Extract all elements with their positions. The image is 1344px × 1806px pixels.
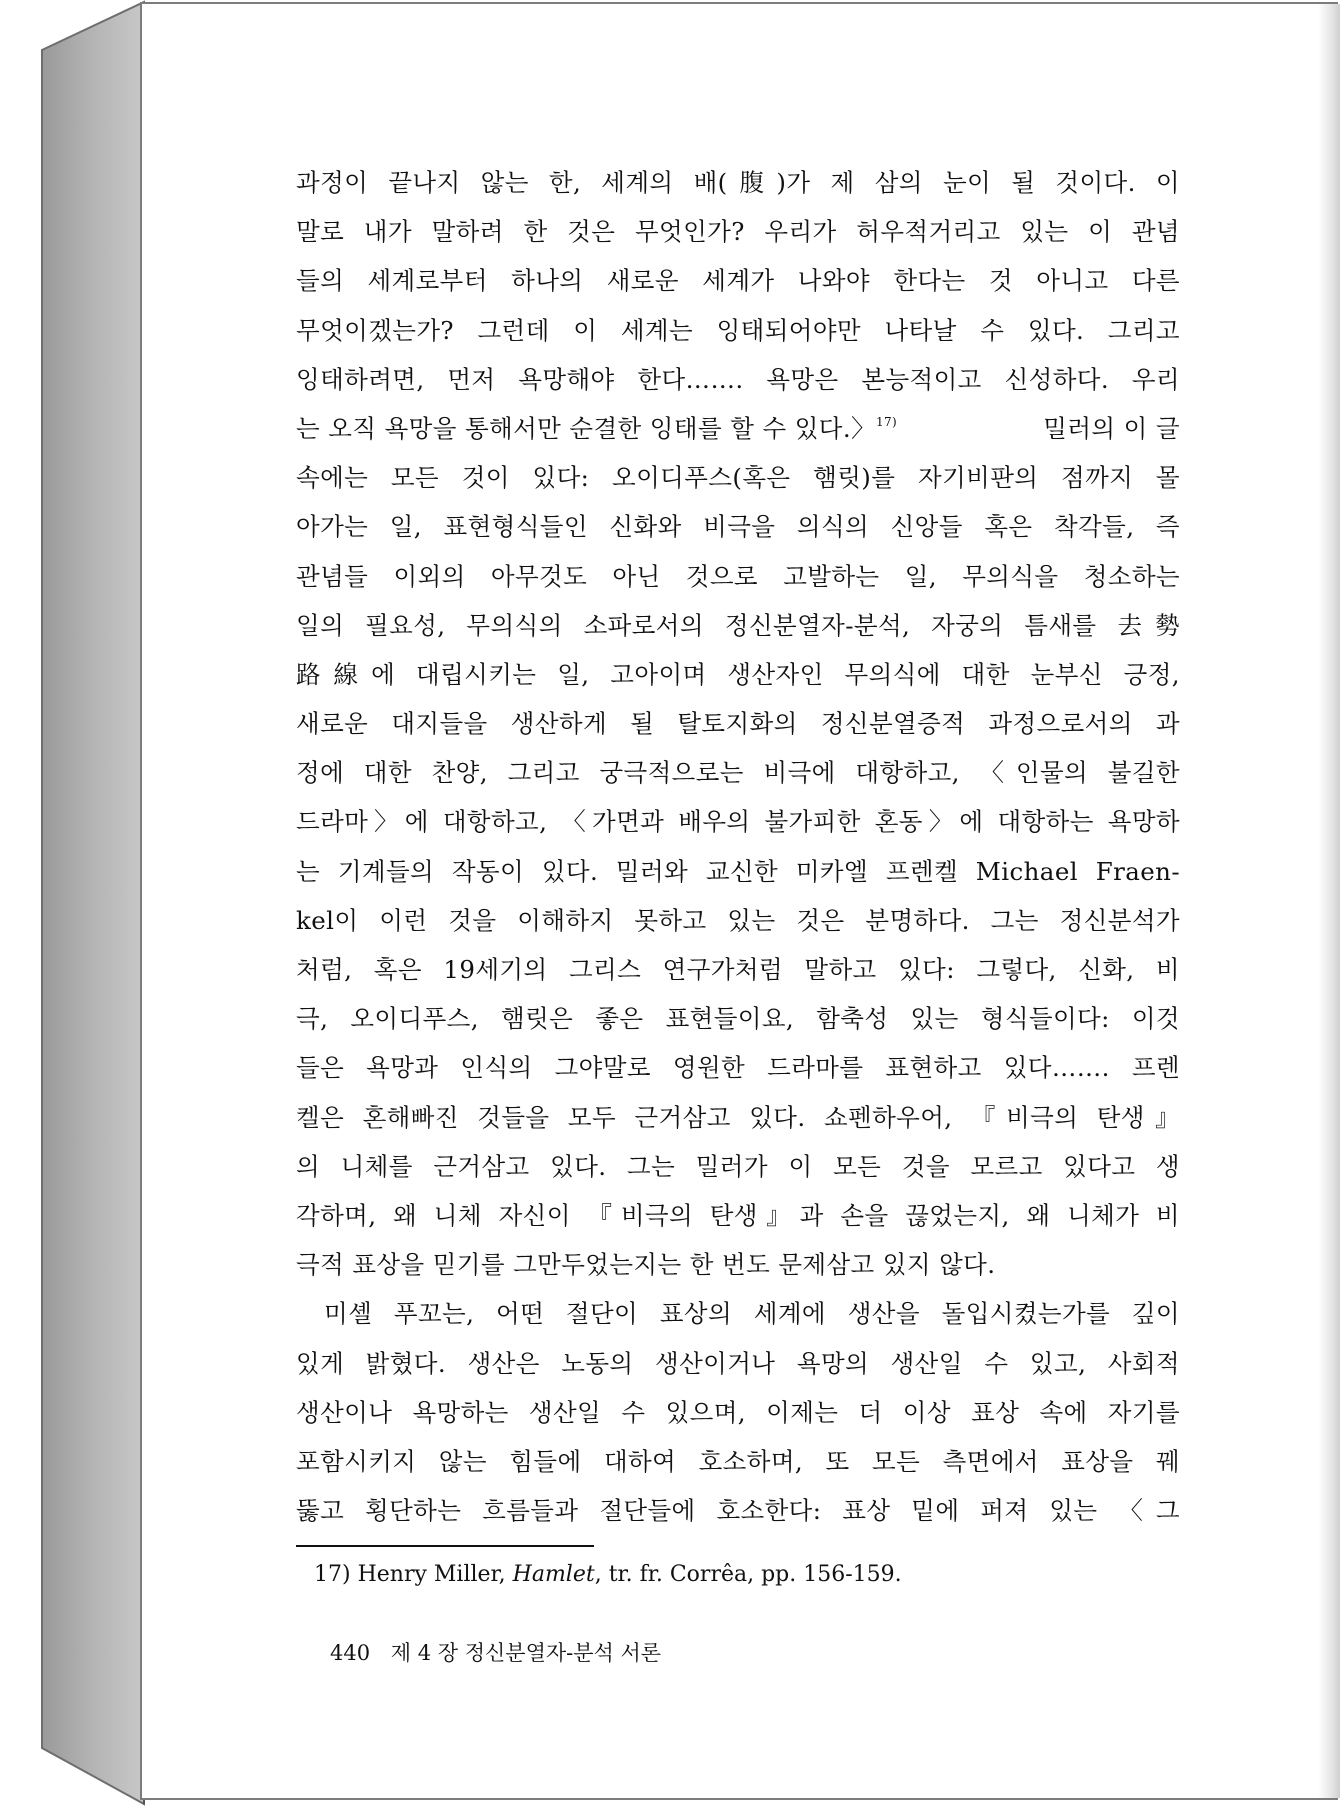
text-line: 路線에 대립시키는 일, 고아이며 생산자인 무의식에 대한 눈부신 긍정,	[296, 659, 1180, 689]
text-line: 포함시키지 않는 힘들에 대하여 호소하며, 또 모든 측면에서 표상을 꿰	[296, 1446, 1180, 1476]
chapter-title: 제 4 장 정신분열자-분석 서론	[390, 1641, 662, 1665]
text-line-tail: 밀러의 이 글	[1043, 413, 1180, 443]
text-line: kel이 이런 것을 이해하지 못하고 있는 것은 분명하다. 그는 정신분석가	[296, 905, 1180, 935]
footnote	[314, 1560, 902, 1590]
text-line: 는 기계들의 작동이 있다. 밀러와 교신한 미카엘 프렌켈 Michael Fraen-	[296, 856, 1180, 886]
text-line: 관념들 이외의 아무것도 아닌 것으로 고발하는 일, 무의식을 청소하는	[296, 561, 1180, 591]
footnote-work-title: Hamlet	[512, 1562, 595, 1587]
page-number: 440	[330, 1641, 371, 1665]
footnote-author: Henry Miller,	[357, 1562, 506, 1587]
book-spine-illustration	[0, 0, 146, 1806]
text-line: 아가는 일, 표현형식들인 신화와 비극을 의식의 신앙들 혹은 착각들, 즉	[296, 512, 1180, 542]
text-line: 새로운 대지들을 생산하게 될 탈토지화의 정신분열증적 과정으로서의 과	[296, 709, 1180, 739]
text-line: 각하며, 왜 니체 자신이 『비극의 탄생』과 손을 끊었는지, 왜 니체가 비	[296, 1200, 1180, 1230]
text-line: 들은 욕망과 인식의 그야말로 영원한 드라마를 표현하고 있다……. 프렌	[296, 1053, 1180, 1083]
text-line: 뚫고 횡단하는 흐름들과 절단들에 호소한다: 표상 밑에 퍼져 있는 〈그	[296, 1496, 1180, 1526]
text-line: 켈은 혼해빠진 것들을 모두 근거삼고 있다. 쇼펜하우어, 『비극의 탄생』	[296, 1102, 1180, 1132]
text-line: 속에는 모든 것이 있다: 오이디푸스(혹은 햄릿)를 자기비판의 점까지 몰	[296, 463, 1180, 493]
text-line: 처럼, 혹은 19세기의 그리스 연구가처럼 말하고 있다: 그렇다, 신화, 비	[296, 955, 1180, 984]
page-right-edge-shadow	[1318, 4, 1340, 1798]
text-line-paragraph-end: 극적 표상을 믿기를 그만두었는지는 한 번도 문제삼고 있지 않다.	[296, 1250, 996, 1280]
text-line-with-footnote-ref	[296, 404, 1180, 453]
footnote-marker: 17)	[314, 1562, 351, 1587]
book-spine-shape	[0, 0, 146, 1806]
text-line-paragraph-start: 미셸 푸꼬는, 어떤 절단이 표상의 세계에 생산을 돌입시켰는가를 깊이	[324, 1299, 1180, 1329]
text-line: 무엇이겠는가? 그런데 이 세계는 잉태되어야만 나타날 수 있다. 그리고	[296, 315, 1180, 345]
text-line: 들의 세계로부터 하나의 새로운 세계가 나와야 한다는 것 아니고 다른	[296, 266, 1180, 296]
text-line-head	[296, 404, 897, 453]
text-line: 잉태하려면, 먼저 욕망해야 한다……. 욕망은 본능적이고 신성하다. 우리	[296, 364, 1180, 394]
text-line: 생산이나 욕망하는 생산일 수 있으며, 이제는 더 이상 표상 속에 자기를	[296, 1397, 1180, 1427]
text-line: 드라마〉에 대항하고, 〈가면과 배우의 불가피한 혼동〉에 대항하는 욕망하	[296, 807, 1180, 837]
text-line: 말로 내가 말하려 한 것은 무엇인가? 우리가 허우적거리고 있는 이 관념	[296, 217, 1180, 247]
text-line: 있게 밝혔다. 생산은 노동의 생산이거나 욕망의 생산일 수 있고, 사회적	[296, 1348, 1180, 1378]
footnote-details: , tr. fr. Corrêa, pp. 156-159.	[594, 1562, 902, 1587]
text-line: 과정이 끝나지 않는 한, 세계의 배(腹)가 제 삼의 눈이 될 것이다. 이	[296, 168, 1180, 197]
footnote-divider	[296, 1545, 594, 1547]
body-text	[296, 158, 1180, 1535]
text-line-quote-end: 는 오직 욕망을 통해서만 순결한 잉태를 할 수 있다.〉	[296, 413, 876, 443]
text-line: 일의 필요성, 무의식의 소파로서의 정신분열자-분석, 자궁의 틈새를 去勢	[296, 610, 1180, 640]
text-line: 정에 대한 찬양, 그리고 궁극적으로는 비극에 대항하고, 〈인물의 불길한	[296, 758, 1180, 788]
footnote-reference: 17)	[875, 414, 898, 429]
text-line: 극, 오이디푸스, 햄릿은 좋은 표현들이요, 함축성 있는 형식들이다: 이것	[296, 1004, 1180, 1034]
text-line: 의 니체를 근거삼고 있다. 그는 밀러가 이 모든 것을 모르고 있다고 생	[296, 1151, 1180, 1181]
running-footer	[330, 1638, 661, 1668]
